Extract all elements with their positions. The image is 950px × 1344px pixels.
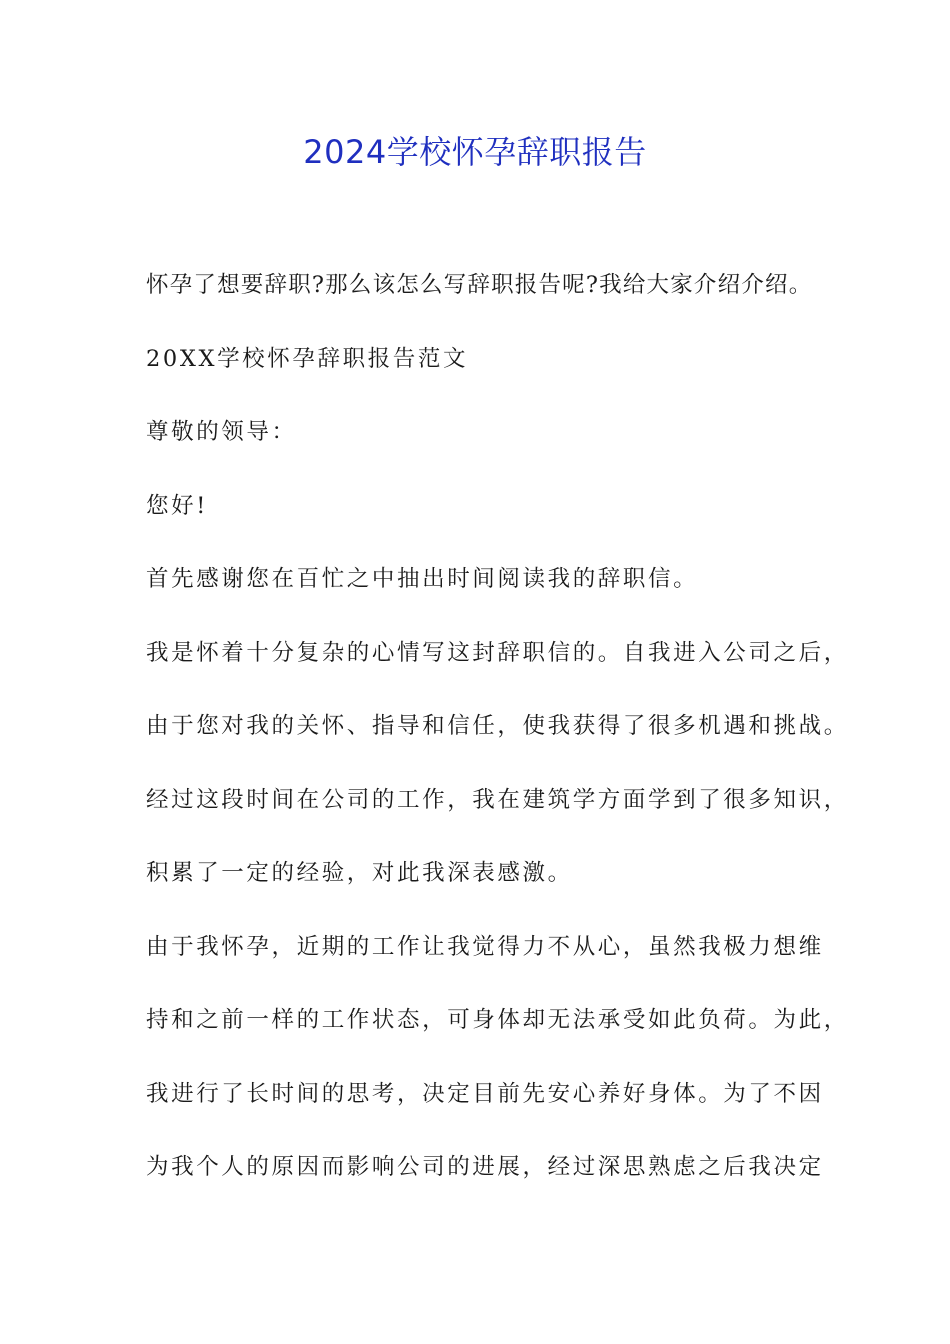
intro-line: 怀孕了想要辞职?那么该怎么写辞职报告呢?我给大家介绍介绍。	[146, 272, 813, 298]
greeting-line: 您好!	[146, 492, 208, 519]
paragraph-line: 我进行了长时间的思考，决定目前先安心养好身体。为了不因	[146, 1080, 824, 1107]
paragraph-line: 为我个人的原因而影响公司的进展，经过深思熟虑之后我决定	[146, 1154, 824, 1180]
paragraph-line: 持和之前一样的工作状态，可身体却无法承受如此负荷。为此，	[146, 1007, 849, 1033]
document-title: 2024学校怀孕辞职报告	[303, 133, 647, 171]
paragraph-line: 积累了一定的经验，对此我深表感激。	[146, 860, 573, 886]
paragraph-line: 经过这段时间在公司的工作，我在建筑学方面学到了很多知识，	[146, 786, 849, 813]
paragraph-line: 由于您对我的关怀、指导和信任，使我获得了很多机遇和挑战。	[146, 713, 849, 739]
subtitle-line: 20XX学校怀孕辞职报告范文	[146, 345, 469, 372]
paragraph-line: 由于我怀孕，近期的工作让我觉得力不从心，虽然我极力想维	[146, 933, 824, 960]
paragraph-line: 首先感谢您在百忙之中抽出时间阅读我的辞职信。	[146, 566, 699, 592]
paragraph-line: 我是怀着十分复杂的心情写这封辞职信的。自我进入公司之后，	[146, 639, 849, 666]
salutation-line: 尊敬的领导：	[146, 419, 297, 445]
document-body	[146, 262, 849, 1218]
